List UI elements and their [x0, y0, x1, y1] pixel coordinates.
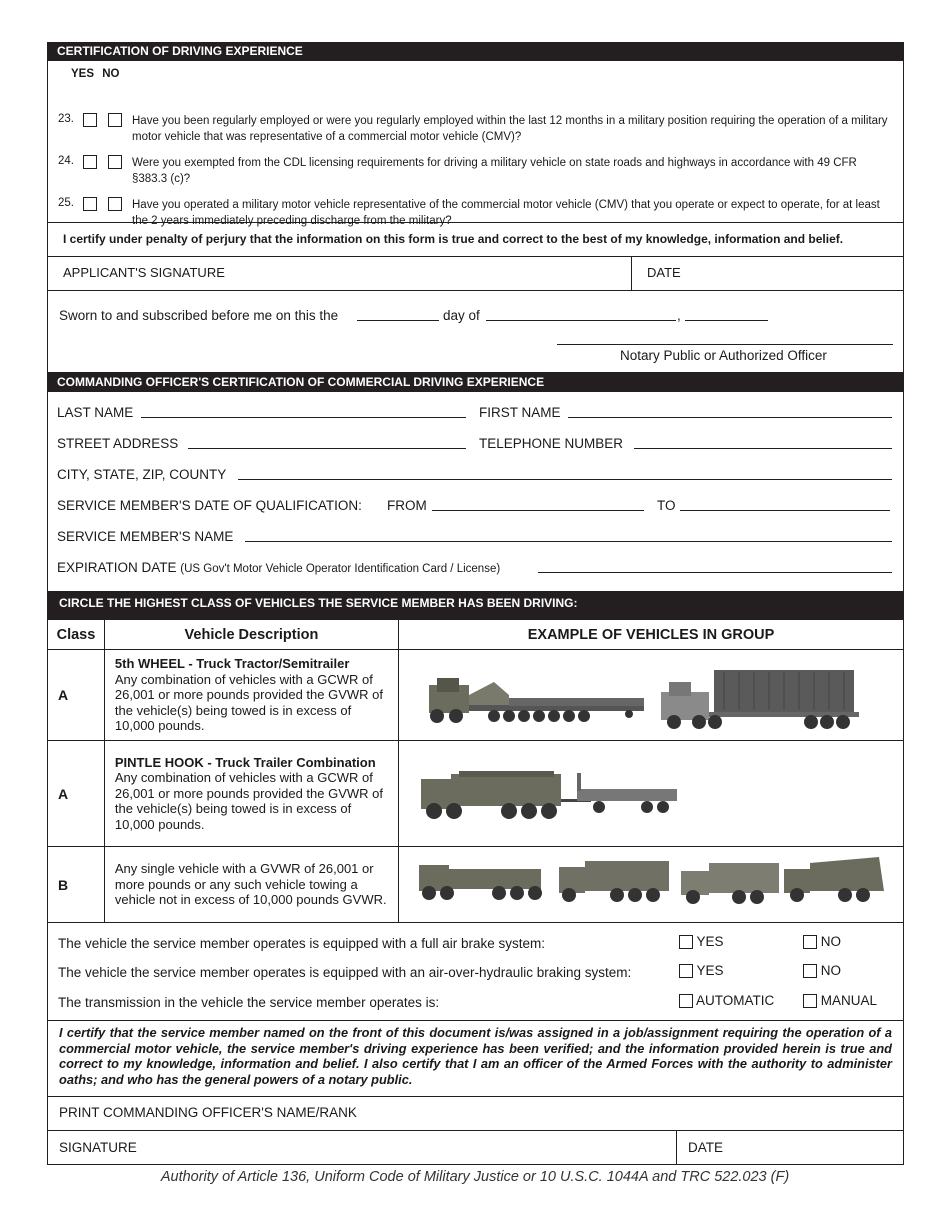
description-heading: 5th WHEEL - Truck Tractor/Semitrailer [114, 656, 350, 672]
expiration-label [57, 560, 500, 575]
expiration-field[interactable] [538, 572, 892, 573]
manual-label: MANUAL [820, 993, 878, 1008]
vehicle-equipment-block [47, 923, 904, 1021]
hydraulic-yes-checkbox[interactable] [679, 964, 693, 978]
class-cell[interactable]: B [48, 847, 105, 923]
air-brake-no-checkbox[interactable] [803, 935, 817, 949]
air-brake-yes-option [679, 934, 724, 949]
question-text: Have you been regularly employed or were you regularly employed within the last 12 months in a military position requiring the operation of a military motor vehicle that was representative of a commercial motor vehicle (CMV)? [132, 115, 888, 143]
telephone-label: TELEPHONE NUMBER [479, 436, 624, 451]
description-body: Any combination of vehicles with a GCWR of 26,001 or more pounds provided the GVWR of the vehicle(s) being towed is in excess of 10,000 pounds. [114, 671, 383, 734]
q23-yes-checkbox[interactable] [83, 113, 97, 127]
last-name-label: LAST NAME [57, 405, 134, 420]
description-cell [104, 741, 398, 847]
manual-checkbox[interactable] [803, 994, 817, 1008]
section-title-co-certification: COMMANDING OFFICER'S CERTIFICATION OF COMMERCIAL DRIVING EXPERIENCE [47, 373, 904, 392]
q23-no-checkbox[interactable] [108, 113, 122, 127]
year-field[interactable] [685, 320, 768, 321]
table-header-row [48, 620, 904, 650]
co-name-row [47, 1097, 904, 1131]
example-images-cell [399, 847, 904, 923]
co-date-label: DATE [688, 1140, 724, 1155]
officer-certification: I certify that the service member named on the front of this document is/was assigned in a job/assignment requiring the operation of a commercial motor vehicle, the service member's driving experience has been verified; and the information provided herein is true and correct to my knowledge, information and belief. I also certify that I am an officer of the Armed Forces with the authority to administer oaths; and who has the general powers of a notary public. [47, 1021, 904, 1097]
question-number: 23. [58, 113, 74, 125]
co-signature-row [47, 1131, 904, 1165]
description-body: Any combination of vehicles with a GCWR of 26,001 or more pounds provided the GVWR of the vehicle(s) being towed is in excess of 10,000 pounds. [114, 770, 383, 832]
table-row [48, 650, 904, 741]
example-header: EXAMPLE OF VEHICLES IN GROUP [399, 620, 904, 650]
day-field[interactable] [357, 320, 439, 321]
sworn-comma: , [677, 308, 681, 323]
no-label: NO [820, 934, 842, 949]
q24-no-checkbox[interactable] [108, 155, 122, 169]
expiration-text: EXPIRATION DATE [57, 560, 177, 575]
no-label: NO [820, 963, 842, 978]
notary-signature-line[interactable] [557, 344, 893, 345]
class-cell[interactable]: A [48, 741, 105, 847]
section-title-driving-experience: CERTIFICATION OF DRIVING EXPERIENCE [47, 42, 904, 61]
yes-header: YES [71, 68, 95, 80]
from-date-field[interactable] [432, 510, 644, 511]
form-page [47, 42, 904, 1165]
question-text: Were you exempted from the CDL licensing requirements for driving a military vehicle on state roads and highways in accordance with 49 CFR §383.3 (c)? [132, 157, 857, 185]
hydraulic-brake-question: The vehicle the service member operates is equipped with an air-over-hydraulic braking system: [58, 965, 632, 980]
table-row [48, 847, 904, 923]
description-header: Vehicle Description [104, 620, 398, 650]
description-body: Any single vehicle with a GVWR of 26,001 or more pounds or any such vehicle towing a vehicle not in excess of 10,000 pounds GVWR. [114, 861, 387, 908]
description-cell [104, 650, 398, 741]
q25-yes-checkbox[interactable] [83, 197, 97, 211]
divider [631, 257, 632, 290]
applicant-signature-row [47, 257, 904, 291]
yes-label: YES [696, 963, 724, 978]
sworn-text-a: Sworn to and subscribed before me on this the [59, 308, 339, 323]
from-label: FROM [387, 498, 427, 513]
perjury-certification: I certify under penalty of perjury that the information on this form is true and correct to the best of my knowledge, information and belief. [47, 223, 904, 257]
question-number: 24. [58, 155, 74, 167]
date-label: DATE [647, 265, 681, 280]
month-field[interactable] [486, 320, 676, 321]
member-name-label: SERVICE MEMBER'S NAME [57, 529, 234, 544]
air-brake-no-option [803, 934, 841, 949]
section-title-vehicle-class: CIRCLE THE HIGHEST CLASS OF VEHICLES THE SERVICE MEMBER HAS BEEN DRIVING: [47, 592, 904, 619]
hydraulic-no-option [803, 963, 841, 978]
q24-yes-checkbox[interactable] [83, 155, 97, 169]
sworn-block [47, 291, 904, 373]
q25-no-checkbox[interactable] [108, 197, 122, 211]
last-name-field[interactable] [141, 417, 466, 418]
yes-label: YES [696, 934, 724, 949]
air-brake-question: The vehicle the service member operates is equipped with a full air brake system: [58, 936, 545, 951]
first-name-field[interactable] [568, 417, 892, 418]
automatic-option [679, 993, 774, 1008]
table-row [48, 741, 904, 847]
single-vehicle-image [399, 847, 903, 919]
authority-footer: Authority of Article 136, Uniform Code of Military Justice or 10 U.S.C. 1044A and TRC 522.023 (F) [160, 1169, 790, 1185]
class-header: Class [48, 620, 105, 650]
transmission-question: The transmission in the vehicle the service member operates is: [58, 995, 440, 1010]
example-images-cell [399, 650, 904, 741]
co-name-label: PRINT COMMANDING OFFICER'S NAME/RANK [59, 1105, 357, 1120]
city-state-field[interactable] [238, 479, 892, 480]
description-cell [104, 847, 398, 923]
question-number: 25. [58, 197, 74, 209]
pintle-hook-truck-trailer-image [399, 741, 903, 843]
notary-label: Notary Public or Authorized Officer [620, 348, 827, 363]
city-state-label: CITY, STATE, ZIP, COUNTY [57, 467, 227, 482]
air-brake-yes-checkbox[interactable] [679, 935, 693, 949]
member-name-field[interactable] [245, 541, 892, 542]
automatic-checkbox[interactable] [679, 994, 693, 1008]
class-cell[interactable]: A [48, 650, 105, 741]
manual-option [803, 993, 877, 1008]
hydraulic-yes-option [679, 963, 724, 978]
description-heading: PINTLE HOOK - Truck Trailer Combination [114, 754, 376, 770]
applicant-signature-label: APPLICANT'S SIGNATURE [63, 265, 225, 280]
question-text: Have you operated a military motor vehicle representative of the commercial motor vehicle (CMV) that you operate or expect to operate, for at least the 2 years immediately preceding discharge from the military? [132, 199, 880, 227]
sworn-text-b: day of [443, 308, 480, 323]
no-header: NO [102, 68, 120, 80]
truck-tractor-semitrailer-image [399, 650, 903, 737]
hydraulic-no-checkbox[interactable] [803, 964, 817, 978]
yes-no-header [71, 68, 119, 80]
questions-block [47, 61, 904, 227]
first-name-label: FIRST NAME [479, 405, 561, 420]
to-date-field[interactable] [680, 510, 890, 511]
expiration-note: (US Gov't Motor Vehicle Operator Identification Card / License) [180, 563, 501, 575]
street-address-label: STREET ADDRESS [57, 436, 179, 451]
example-images-cell [399, 741, 904, 847]
signature-label: SIGNATURE [59, 1140, 137, 1155]
co-certification-fields [47, 392, 904, 592]
divider [676, 1131, 677, 1164]
qualification-label: SERVICE MEMBER'S DATE OF QUALIFICATION: [57, 498, 362, 513]
vehicle-class-table [47, 619, 904, 923]
telephone-field[interactable] [634, 448, 892, 449]
automatic-label: AUTOMATIC [696, 993, 775, 1008]
to-label: TO [657, 498, 676, 513]
street-address-field[interactable] [188, 448, 466, 449]
